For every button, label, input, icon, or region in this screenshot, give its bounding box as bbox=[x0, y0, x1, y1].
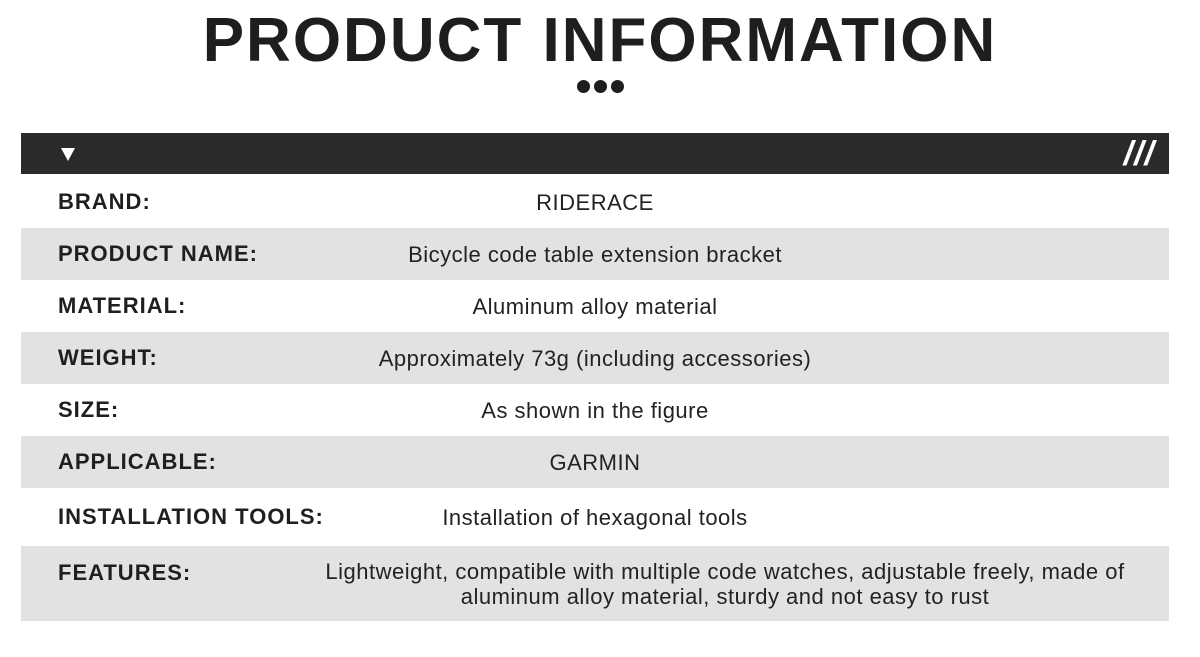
table-row bbox=[21, 176, 1169, 228]
title-dots-divider bbox=[0, 72, 1200, 96]
product-info-table bbox=[21, 176, 1169, 621]
triangle-down-icon bbox=[61, 148, 75, 161]
row-label-material: MATERIAL: bbox=[58, 293, 187, 318]
row-label-applicable: APPLICABLE: bbox=[58, 449, 217, 474]
row-value-applicable: GARMIN bbox=[549, 449, 641, 475]
page-title: PRODUCT INFORMATION bbox=[202, 6, 998, 75]
row-value-size: As shown in the figure bbox=[481, 397, 709, 423]
row-value-product-name: Bicycle code table extension bracket bbox=[408, 241, 782, 267]
row-label-brand: BRAND: bbox=[58, 189, 151, 214]
row-value-brand: RIDERACE bbox=[536, 189, 654, 215]
table-row bbox=[21, 488, 1169, 546]
table-row bbox=[21, 228, 1169, 280]
row-label-product-name: PRODUCT NAME: bbox=[58, 241, 258, 266]
row-value-material: Aluminum alloy material bbox=[472, 293, 718, 319]
row-value-installation-tools: Installation of hexagonal tools bbox=[442, 504, 748, 530]
row-value-features: Lightweight, compatible with multiple code watches, adjustable freely, made of aluminum alloy material, sturdy and not easy to rust bbox=[325, 558, 1125, 609]
dot-icon bbox=[594, 80, 607, 93]
row-label-weight: WEIGHT: bbox=[58, 345, 158, 370]
slash-decoration: /// bbox=[1123, 135, 1155, 173]
table-row bbox=[21, 436, 1169, 488]
table-header-bar bbox=[21, 133, 1169, 174]
row-value-weight: Approximately 73g (including accessories) bbox=[378, 345, 812, 371]
row-label-size: SIZE: bbox=[58, 397, 120, 422]
table-row bbox=[21, 384, 1169, 436]
table-row bbox=[21, 546, 1169, 621]
dot-icon bbox=[577, 80, 590, 93]
table-row bbox=[21, 280, 1169, 332]
table-row bbox=[21, 332, 1169, 384]
row-label-features: FEATURES: bbox=[58, 560, 192, 585]
row-label-installation-tools: INSTALLATION TOOLS: bbox=[58, 504, 324, 529]
dot-icon bbox=[611, 80, 624, 93]
